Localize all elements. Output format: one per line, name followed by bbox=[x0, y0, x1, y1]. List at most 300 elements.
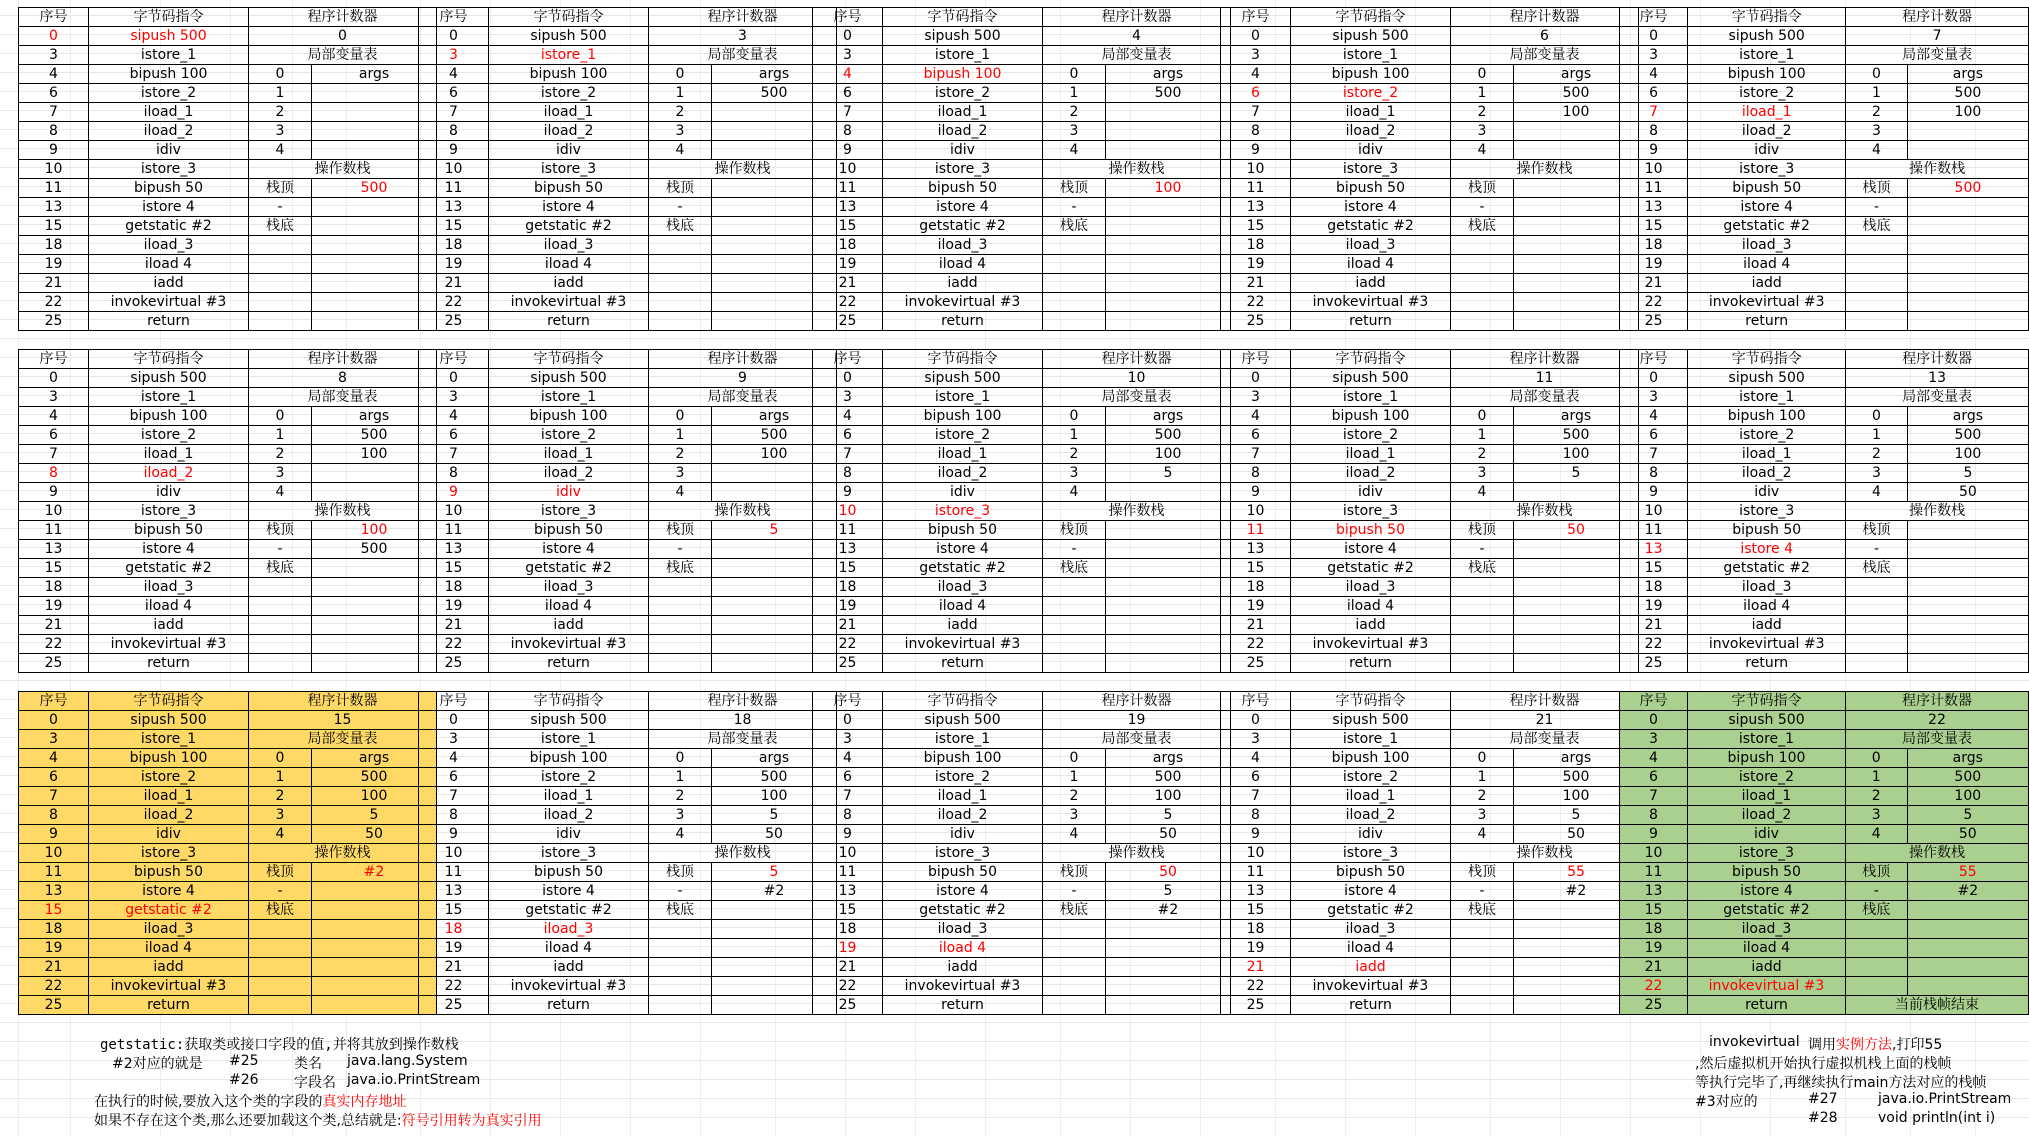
instr-cell[interactable]: iload_1 bbox=[489, 787, 649, 806]
local-index[interactable]: 0 bbox=[1043, 407, 1106, 426]
stack-top-label[interactable]: 栈顶 bbox=[1043, 179, 1106, 198]
instr-cell[interactable]: bipush 100 bbox=[89, 65, 249, 84]
seq-cell[interactable]: 0 bbox=[813, 27, 883, 46]
stack-top-value[interactable]: 100 bbox=[312, 521, 437, 540]
local-args[interactable]: args bbox=[1106, 65, 1231, 84]
header-instr[interactable]: 字节码指令 bbox=[489, 8, 649, 27]
instr-cell[interactable]: bipush 50 bbox=[883, 863, 1043, 882]
stack-third-value[interactable] bbox=[1907, 217, 2028, 236]
stack-top-label[interactable]: 栈顶 bbox=[1451, 863, 1514, 882]
seq-cell[interactable]: 3 bbox=[19, 46, 89, 65]
instr-cell[interactable]: invokevirtual #3 bbox=[1291, 293, 1451, 312]
seq-cell[interactable]: 13 bbox=[1221, 198, 1291, 217]
stack-top-label[interactable]: 栈顶 bbox=[649, 179, 712, 198]
stack-top-label[interactable]: 栈顶 bbox=[249, 521, 312, 540]
local-index[interactable]: 0 bbox=[1043, 749, 1106, 768]
instr-cell[interactable]: istore_2 bbox=[1688, 426, 1846, 445]
header-instr[interactable]: 字节码指令 bbox=[489, 692, 649, 711]
empty-cell[interactable] bbox=[1451, 236, 1514, 255]
local-value-4[interactable]: 50 bbox=[712, 825, 837, 844]
instr-cell[interactable]: istore_3 bbox=[89, 160, 249, 179]
stack-mid-label[interactable]: - bbox=[1043, 198, 1106, 217]
seq-cell[interactable]: 0 bbox=[813, 369, 883, 388]
seq-cell[interactable]: 9 bbox=[419, 141, 489, 160]
local-index[interactable]: 2 bbox=[649, 103, 712, 122]
stack-top-label[interactable]: 栈顶 bbox=[1451, 521, 1514, 540]
pc-value[interactable]: 4 bbox=[1043, 27, 1231, 46]
seq-cell[interactable]: 21 bbox=[1221, 958, 1291, 977]
instr-cell[interactable]: return bbox=[883, 312, 1043, 331]
header-instr[interactable]: 字节码指令 bbox=[1688, 692, 1846, 711]
seq-cell[interactable]: 25 bbox=[419, 654, 489, 673]
instr-cell[interactable]: return bbox=[883, 996, 1043, 1015]
instr-cell[interactable]: iadd bbox=[1688, 958, 1846, 977]
seq-cell[interactable]: 10 bbox=[813, 502, 883, 521]
local-index[interactable]: 4 bbox=[1846, 141, 1908, 160]
instr-cell[interactable]: bipush 50 bbox=[1688, 521, 1846, 540]
local-index[interactable]: 4 bbox=[649, 483, 712, 502]
empty-cell[interactable] bbox=[1846, 255, 1908, 274]
seq-cell[interactable]: 21 bbox=[1221, 616, 1291, 635]
seq-cell[interactable]: 11 bbox=[1221, 179, 1291, 198]
locals-header[interactable]: 局部变量表 bbox=[1845, 730, 2028, 749]
seq-cell[interactable]: 15 bbox=[1620, 559, 1688, 578]
instr-cell[interactable]: sipush 500 bbox=[1291, 27, 1451, 46]
seq-cell[interactable]: 6 bbox=[19, 426, 89, 445]
instr-cell[interactable]: iload 4 bbox=[883, 255, 1043, 274]
instr-cell[interactable]: sipush 500 bbox=[883, 369, 1043, 388]
instr-cell[interactable]: invokevirtual #3 bbox=[89, 977, 249, 996]
header-seq[interactable]: 序号 bbox=[1620, 8, 1688, 27]
seq-cell[interactable]: 15 bbox=[813, 559, 883, 578]
local-index[interactable]: 2 bbox=[1846, 103, 1908, 122]
stack-top-value[interactable]: 5 bbox=[712, 863, 837, 882]
seq-cell[interactable]: 21 bbox=[1620, 274, 1688, 293]
local-args[interactable]: args bbox=[312, 65, 437, 84]
empty-cell[interactable] bbox=[249, 920, 312, 939]
instr-cell[interactable]: iadd bbox=[883, 274, 1043, 293]
empty-cell[interactable] bbox=[249, 654, 312, 673]
seq-cell[interactable]: 13 bbox=[813, 198, 883, 217]
local-value-4[interactable]: 50 bbox=[1514, 825, 1639, 844]
stack-third-value[interactable] bbox=[1907, 901, 2028, 920]
local-args[interactable]: args bbox=[712, 749, 837, 768]
instr-cell[interactable]: bipush 50 bbox=[1688, 179, 1846, 198]
instr-cell[interactable]: getstatic #2 bbox=[883, 901, 1043, 920]
instr-cell[interactable]: istore 4 bbox=[1688, 882, 1846, 901]
instr-cell[interactable]: iload_3 bbox=[489, 236, 649, 255]
empty-cell[interactable] bbox=[1907, 635, 2028, 654]
instr-cell[interactable]: return bbox=[489, 312, 649, 331]
seq-cell[interactable]: 25 bbox=[1221, 312, 1291, 331]
local-args[interactable]: args bbox=[1514, 407, 1639, 426]
instr-cell[interactable]: iload_2 bbox=[883, 464, 1043, 483]
seq-cell[interactable]: 13 bbox=[419, 540, 489, 559]
header-seq[interactable]: 序号 bbox=[1221, 350, 1291, 369]
instr-cell[interactable]: iload_3 bbox=[1688, 578, 1846, 597]
instr-cell[interactable]: iload 4 bbox=[1688, 597, 1846, 616]
header-pc[interactable]: 程序计数器 bbox=[1451, 350, 1639, 369]
instr-cell[interactable]: invokevirtual #3 bbox=[1291, 977, 1451, 996]
local-value-1[interactable]: 500 bbox=[1106, 84, 1231, 103]
stack-top-label[interactable]: 栈顶 bbox=[1043, 863, 1106, 882]
local-args[interactable]: args bbox=[712, 65, 837, 84]
local-value-1[interactable]: 500 bbox=[1514, 426, 1639, 445]
local-index[interactable]: 2 bbox=[649, 787, 712, 806]
instr-cell[interactable]: iload_3 bbox=[883, 920, 1043, 939]
seq-cell[interactable]: 19 bbox=[813, 255, 883, 274]
seq-cell[interactable]: 22 bbox=[419, 977, 489, 996]
instr-cell[interactable]: bipush 100 bbox=[883, 65, 1043, 84]
instr-cell[interactable]: invokevirtual #3 bbox=[883, 293, 1043, 312]
stack-second-value[interactable] bbox=[1106, 540, 1231, 559]
seq-cell[interactable]: 11 bbox=[813, 521, 883, 540]
locals-header[interactable]: 局部变量表 bbox=[249, 730, 437, 749]
seq-cell[interactable]: 3 bbox=[813, 46, 883, 65]
seq-cell[interactable]: 15 bbox=[419, 901, 489, 920]
seq-cell[interactable]: 3 bbox=[1620, 730, 1688, 749]
header-seq[interactable]: 序号 bbox=[19, 692, 89, 711]
instr-cell[interactable]: idiv bbox=[1291, 141, 1451, 160]
local-index[interactable]: 3 bbox=[1451, 464, 1514, 483]
pc-value[interactable]: 3 bbox=[649, 27, 837, 46]
seq-cell[interactable]: 6 bbox=[19, 768, 89, 787]
seq-cell[interactable]: 19 bbox=[1620, 597, 1688, 616]
seq-cell[interactable]: 15 bbox=[1620, 217, 1688, 236]
instr-cell[interactable]: istore 4 bbox=[883, 882, 1043, 901]
empty-cell[interactable] bbox=[1846, 635, 1908, 654]
empty-cell[interactable] bbox=[1846, 312, 1908, 331]
header-pc[interactable]: 程序计数器 bbox=[249, 8, 437, 27]
instr-cell[interactable]: iload_3 bbox=[1291, 236, 1451, 255]
seq-cell[interactable]: 18 bbox=[19, 236, 89, 255]
pc-value[interactable]: 13 bbox=[1846, 369, 2029, 388]
local-index[interactable]: 2 bbox=[249, 787, 312, 806]
empty-cell[interactable] bbox=[1907, 255, 2028, 274]
empty-cell[interactable] bbox=[649, 939, 712, 958]
instr-cell[interactable]: getstatic #2 bbox=[883, 559, 1043, 578]
empty-cell[interactable] bbox=[1907, 578, 2028, 597]
header-pc[interactable]: 程序计数器 bbox=[249, 350, 437, 369]
stack-top-value[interactable]: 50 bbox=[1106, 863, 1231, 882]
local-index[interactable]: 1 bbox=[1451, 84, 1514, 103]
seq-cell[interactable]: 13 bbox=[419, 882, 489, 901]
instr-cell[interactable]: iload_2 bbox=[1688, 122, 1846, 141]
instr-cell[interactable]: istore 4 bbox=[489, 540, 649, 559]
local-index[interactable]: 1 bbox=[649, 768, 712, 787]
stack-third-value[interactable] bbox=[1907, 559, 2028, 578]
instr-cell[interactable]: istore 4 bbox=[883, 540, 1043, 559]
instr-cell[interactable]: idiv bbox=[489, 825, 649, 844]
seq-cell[interactable]: 11 bbox=[1221, 863, 1291, 882]
seq-cell[interactable]: 8 bbox=[419, 806, 489, 825]
seq-cell[interactable]: 13 bbox=[19, 540, 89, 559]
instr-cell[interactable]: iload_2 bbox=[489, 122, 649, 141]
locals-header[interactable]: 局部变量表 bbox=[1451, 46, 1639, 65]
seq-cell[interactable]: 10 bbox=[419, 160, 489, 179]
local-index[interactable]: 1 bbox=[1043, 426, 1106, 445]
stack-mid-label[interactable]: - bbox=[649, 882, 712, 901]
seq-cell[interactable]: 21 bbox=[419, 616, 489, 635]
instr-cell[interactable]: iload 4 bbox=[1291, 939, 1451, 958]
instr-cell[interactable]: iload_3 bbox=[1688, 236, 1846, 255]
stack-second-value[interactable]: 500 bbox=[312, 540, 437, 559]
instr-cell[interactable]: istore 4 bbox=[883, 198, 1043, 217]
seq-cell[interactable]: 15 bbox=[419, 217, 489, 236]
local-value-2[interactable]: 100 bbox=[1907, 787, 2028, 806]
local-value-4[interactable] bbox=[1106, 483, 1231, 502]
seq-cell[interactable]: 15 bbox=[813, 217, 883, 236]
local-value-2[interactable]: 100 bbox=[312, 787, 437, 806]
instr-cell[interactable]: iload_1 bbox=[489, 445, 649, 464]
locals-header[interactable]: 局部变量表 bbox=[1451, 730, 1639, 749]
seq-cell[interactable]: 8 bbox=[19, 464, 89, 483]
instr-cell[interactable]: iload_3 bbox=[489, 578, 649, 597]
header-seq[interactable]: 序号 bbox=[19, 350, 89, 369]
seq-cell[interactable]: 6 bbox=[1221, 768, 1291, 787]
seq-cell[interactable]: 19 bbox=[1221, 939, 1291, 958]
empty-cell[interactable] bbox=[1451, 920, 1514, 939]
instr-cell[interactable]: iload_3 bbox=[1291, 578, 1451, 597]
stack-mid-label[interactable]: - bbox=[249, 198, 312, 217]
header-instr[interactable]: 字节码指令 bbox=[1291, 350, 1451, 369]
local-value-4[interactable]: 50 bbox=[1106, 825, 1231, 844]
stack-mid-label[interactable]: - bbox=[1845, 882, 1907, 901]
empty-cell[interactable] bbox=[1043, 996, 1106, 1015]
stack-top-label[interactable]: 栈顶 bbox=[249, 863, 312, 882]
instr-cell[interactable]: return bbox=[89, 996, 249, 1015]
instr-cell[interactable]: invokevirtual #3 bbox=[89, 635, 249, 654]
seq-cell[interactable]: 4 bbox=[813, 749, 883, 768]
instr-cell[interactable]: iload_1 bbox=[883, 787, 1043, 806]
local-value-2[interactable]: 100 bbox=[1514, 103, 1639, 122]
instr-cell[interactable]: bipush 50 bbox=[1291, 521, 1451, 540]
local-index[interactable]: 2 bbox=[1043, 445, 1106, 464]
header-pc[interactable]: 程序计数器 bbox=[1846, 8, 2029, 27]
seq-cell[interactable]: 8 bbox=[813, 806, 883, 825]
seq-cell[interactable]: 6 bbox=[419, 426, 489, 445]
seq-cell[interactable]: 8 bbox=[1620, 806, 1688, 825]
instr-cell[interactable]: invokevirtual #3 bbox=[1688, 293, 1846, 312]
instr-cell[interactable]: istore_1 bbox=[1291, 730, 1451, 749]
header-seq[interactable]: 序号 bbox=[419, 8, 489, 27]
instr-cell[interactable]: invokevirtual #3 bbox=[89, 293, 249, 312]
stack-mid-label[interactable]: - bbox=[649, 540, 712, 559]
seq-cell[interactable]: 8 bbox=[19, 122, 89, 141]
stack-mid-label[interactable]: - bbox=[1043, 540, 1106, 559]
stack-top-value[interactable] bbox=[1907, 521, 2028, 540]
instr-cell[interactable]: idiv bbox=[1688, 141, 1846, 160]
local-index[interactable]: 3 bbox=[1451, 806, 1514, 825]
seq-cell[interactable]: 10 bbox=[419, 844, 489, 863]
instr-cell[interactable]: iload_3 bbox=[1291, 920, 1451, 939]
seq-cell[interactable]: 19 bbox=[419, 255, 489, 274]
instr-cell[interactable]: iadd bbox=[1291, 616, 1451, 635]
empty-cell[interactable] bbox=[1451, 996, 1514, 1015]
seq-cell[interactable]: 3 bbox=[813, 730, 883, 749]
instr-cell[interactable]: iload_1 bbox=[1688, 445, 1846, 464]
empty-cell[interactable] bbox=[1451, 616, 1514, 635]
instr-cell[interactable]: istore_2 bbox=[89, 426, 249, 445]
seq-cell[interactable]: 21 bbox=[1620, 958, 1688, 977]
empty-cell[interactable] bbox=[249, 939, 312, 958]
seq-cell[interactable]: 18 bbox=[19, 920, 89, 939]
seq-cell[interactable]: 10 bbox=[1221, 502, 1291, 521]
seq-cell[interactable]: 25 bbox=[19, 312, 89, 331]
seq-cell[interactable]: 8 bbox=[1620, 464, 1688, 483]
seq-cell[interactable]: 15 bbox=[19, 217, 89, 236]
instr-cell[interactable]: getstatic #2 bbox=[1688, 559, 1846, 578]
instr-cell[interactable]: istore_3 bbox=[89, 844, 249, 863]
seq-cell[interactable]: 21 bbox=[1221, 274, 1291, 293]
seq-cell[interactable]: 7 bbox=[1620, 787, 1688, 806]
instr-cell[interactable]: istore 4 bbox=[1291, 198, 1451, 217]
local-args[interactable]: args bbox=[712, 407, 837, 426]
seq-cell[interactable]: 8 bbox=[1221, 806, 1291, 825]
instr-cell[interactable]: istore_1 bbox=[89, 388, 249, 407]
instr-cell[interactable]: getstatic #2 bbox=[89, 901, 249, 920]
instr-cell[interactable]: sipush 500 bbox=[89, 27, 249, 46]
local-value-3[interactable]: 5 bbox=[1514, 806, 1639, 825]
seq-cell[interactable]: 7 bbox=[813, 103, 883, 122]
instr-cell[interactable]: iload_3 bbox=[1688, 920, 1846, 939]
frame-end-note[interactable]: 当前栈帧结束 bbox=[1845, 996, 2028, 1015]
local-index[interactable]: 3 bbox=[249, 464, 312, 483]
instr-cell[interactable]: istore_2 bbox=[1688, 84, 1846, 103]
instr-cell[interactable]: iload_1 bbox=[489, 103, 649, 122]
instr-cell[interactable]: iload_1 bbox=[883, 445, 1043, 464]
instr-cell[interactable]: iload_2 bbox=[1291, 806, 1451, 825]
empty-cell[interactable] bbox=[1106, 578, 1231, 597]
instr-cell[interactable]: iload_1 bbox=[89, 103, 249, 122]
instr-cell[interactable]: istore_1 bbox=[89, 730, 249, 749]
empty-cell[interactable] bbox=[249, 597, 312, 616]
seq-cell[interactable]: 0 bbox=[419, 27, 489, 46]
local-index[interactable]: 3 bbox=[249, 806, 312, 825]
seq-cell[interactable]: 9 bbox=[1221, 141, 1291, 160]
seq-cell[interactable]: 6 bbox=[419, 768, 489, 787]
local-value-3[interactable]: 5 bbox=[712, 806, 837, 825]
instr-cell[interactable]: bipush 50 bbox=[1291, 179, 1451, 198]
empty-cell[interactable] bbox=[1451, 274, 1514, 293]
instr-cell[interactable]: invokevirtual #3 bbox=[883, 977, 1043, 996]
stack-second-value[interactable]: #2 bbox=[1514, 882, 1639, 901]
instr-cell[interactable]: idiv bbox=[1688, 825, 1846, 844]
seq-cell[interactable]: 9 bbox=[813, 483, 883, 502]
seq-cell[interactable]: 19 bbox=[19, 939, 89, 958]
instr-cell[interactable]: return bbox=[1291, 312, 1451, 331]
seq-cell[interactable]: 0 bbox=[1221, 369, 1291, 388]
seq-cell[interactable]: 22 bbox=[1221, 635, 1291, 654]
instr-cell[interactable]: getstatic #2 bbox=[883, 217, 1043, 236]
seq-cell[interactable]: 19 bbox=[419, 597, 489, 616]
stack-bottom-label[interactable]: 栈底 bbox=[249, 901, 312, 920]
header-pc[interactable]: 程序计数器 bbox=[649, 8, 837, 27]
seq-cell[interactable]: 9 bbox=[1620, 141, 1688, 160]
local-value-1[interactable]: 500 bbox=[1907, 84, 2028, 103]
seq-cell[interactable]: 6 bbox=[813, 768, 883, 787]
stack-second-value[interactable] bbox=[1106, 198, 1231, 217]
instr-cell[interactable]: return bbox=[89, 312, 249, 331]
locals-header[interactable]: 局部变量表 bbox=[249, 46, 437, 65]
local-index[interactable]: 0 bbox=[649, 749, 712, 768]
instr-cell[interactable]: getstatic #2 bbox=[1688, 901, 1846, 920]
seq-cell[interactable]: 25 bbox=[419, 996, 489, 1015]
seq-cell[interactable]: 21 bbox=[813, 958, 883, 977]
seq-cell[interactable]: 9 bbox=[813, 141, 883, 160]
seq-cell[interactable]: 22 bbox=[1620, 635, 1688, 654]
seq-cell[interactable]: 0 bbox=[419, 711, 489, 730]
instr-cell[interactable]: getstatic #2 bbox=[89, 217, 249, 236]
stack-header[interactable]: 操作数栈 bbox=[1846, 502, 2029, 521]
local-value-1[interactable]: 500 bbox=[312, 768, 437, 787]
local-index[interactable]: 4 bbox=[1043, 483, 1106, 502]
seq-cell[interactable]: 22 bbox=[1620, 977, 1688, 996]
instr-cell[interactable]: iload 4 bbox=[1291, 255, 1451, 274]
seq-cell[interactable]: 25 bbox=[419, 312, 489, 331]
empty-cell[interactable] bbox=[649, 312, 712, 331]
local-index[interactable]: 1 bbox=[1846, 84, 1908, 103]
empty-cell[interactable] bbox=[249, 977, 312, 996]
empty-cell[interactable] bbox=[1907, 236, 2028, 255]
instr-cell[interactable]: bipush 100 bbox=[1688, 407, 1846, 426]
empty-cell[interactable] bbox=[1451, 255, 1514, 274]
local-index[interactable]: 1 bbox=[1846, 426, 1908, 445]
header-pc[interactable]: 程序计数器 bbox=[1451, 8, 1639, 27]
instr-cell[interactable]: getstatic #2 bbox=[1291, 901, 1451, 920]
empty-cell[interactable] bbox=[1106, 635, 1231, 654]
instr-cell[interactable]: iload_1 bbox=[1291, 787, 1451, 806]
locals-header[interactable]: 局部变量表 bbox=[1043, 46, 1231, 65]
local-index[interactable]: 2 bbox=[1845, 787, 1907, 806]
instr-cell[interactable]: iload 4 bbox=[89, 255, 249, 274]
stack-header[interactable]: 操作数栈 bbox=[1451, 502, 1639, 521]
header-instr[interactable]: 字节码指令 bbox=[489, 350, 649, 369]
header-pc[interactable]: 程序计数器 bbox=[649, 350, 837, 369]
seq-cell[interactable]: 11 bbox=[19, 179, 89, 198]
local-index[interactable]: 1 bbox=[1451, 768, 1514, 787]
seq-cell[interactable]: 6 bbox=[19, 84, 89, 103]
instr-cell[interactable]: istore_2 bbox=[1291, 768, 1451, 787]
empty-cell[interactable] bbox=[1106, 616, 1231, 635]
instr-cell[interactable]: bipush 50 bbox=[89, 521, 249, 540]
instr-cell[interactable]: iload_2 bbox=[1688, 464, 1846, 483]
instr-cell[interactable]: invokevirtual #3 bbox=[489, 635, 649, 654]
stack-bottom-label[interactable]: 栈底 bbox=[1451, 217, 1514, 236]
local-value-4[interactable] bbox=[1106, 141, 1231, 160]
instr-cell[interactable]: bipush 100 bbox=[89, 749, 249, 768]
stack-mid-label[interactable]: - bbox=[649, 198, 712, 217]
empty-cell[interactable] bbox=[649, 977, 712, 996]
local-index[interactable]: 2 bbox=[1451, 445, 1514, 464]
local-index[interactable]: 2 bbox=[249, 103, 312, 122]
seq-cell[interactable]: 21 bbox=[813, 274, 883, 293]
instr-cell[interactable]: iload 4 bbox=[89, 597, 249, 616]
local-index[interactable]: 4 bbox=[249, 825, 312, 844]
local-index[interactable]: 3 bbox=[649, 122, 712, 141]
local-value-1[interactable]: 500 bbox=[312, 426, 437, 445]
seq-cell[interactable]: 8 bbox=[1221, 122, 1291, 141]
instr-cell[interactable]: istore_3 bbox=[883, 160, 1043, 179]
seq-cell[interactable]: 19 bbox=[1221, 255, 1291, 274]
instr-cell[interactable]: idiv bbox=[89, 483, 249, 502]
seq-cell[interactable]: 9 bbox=[419, 483, 489, 502]
instr-cell[interactable]: invokevirtual #3 bbox=[1688, 635, 1846, 654]
seq-cell[interactable]: 21 bbox=[419, 274, 489, 293]
local-index[interactable]: 3 bbox=[1846, 464, 1908, 483]
seq-cell[interactable]: 4 bbox=[19, 407, 89, 426]
seq-cell[interactable]: 7 bbox=[1221, 787, 1291, 806]
